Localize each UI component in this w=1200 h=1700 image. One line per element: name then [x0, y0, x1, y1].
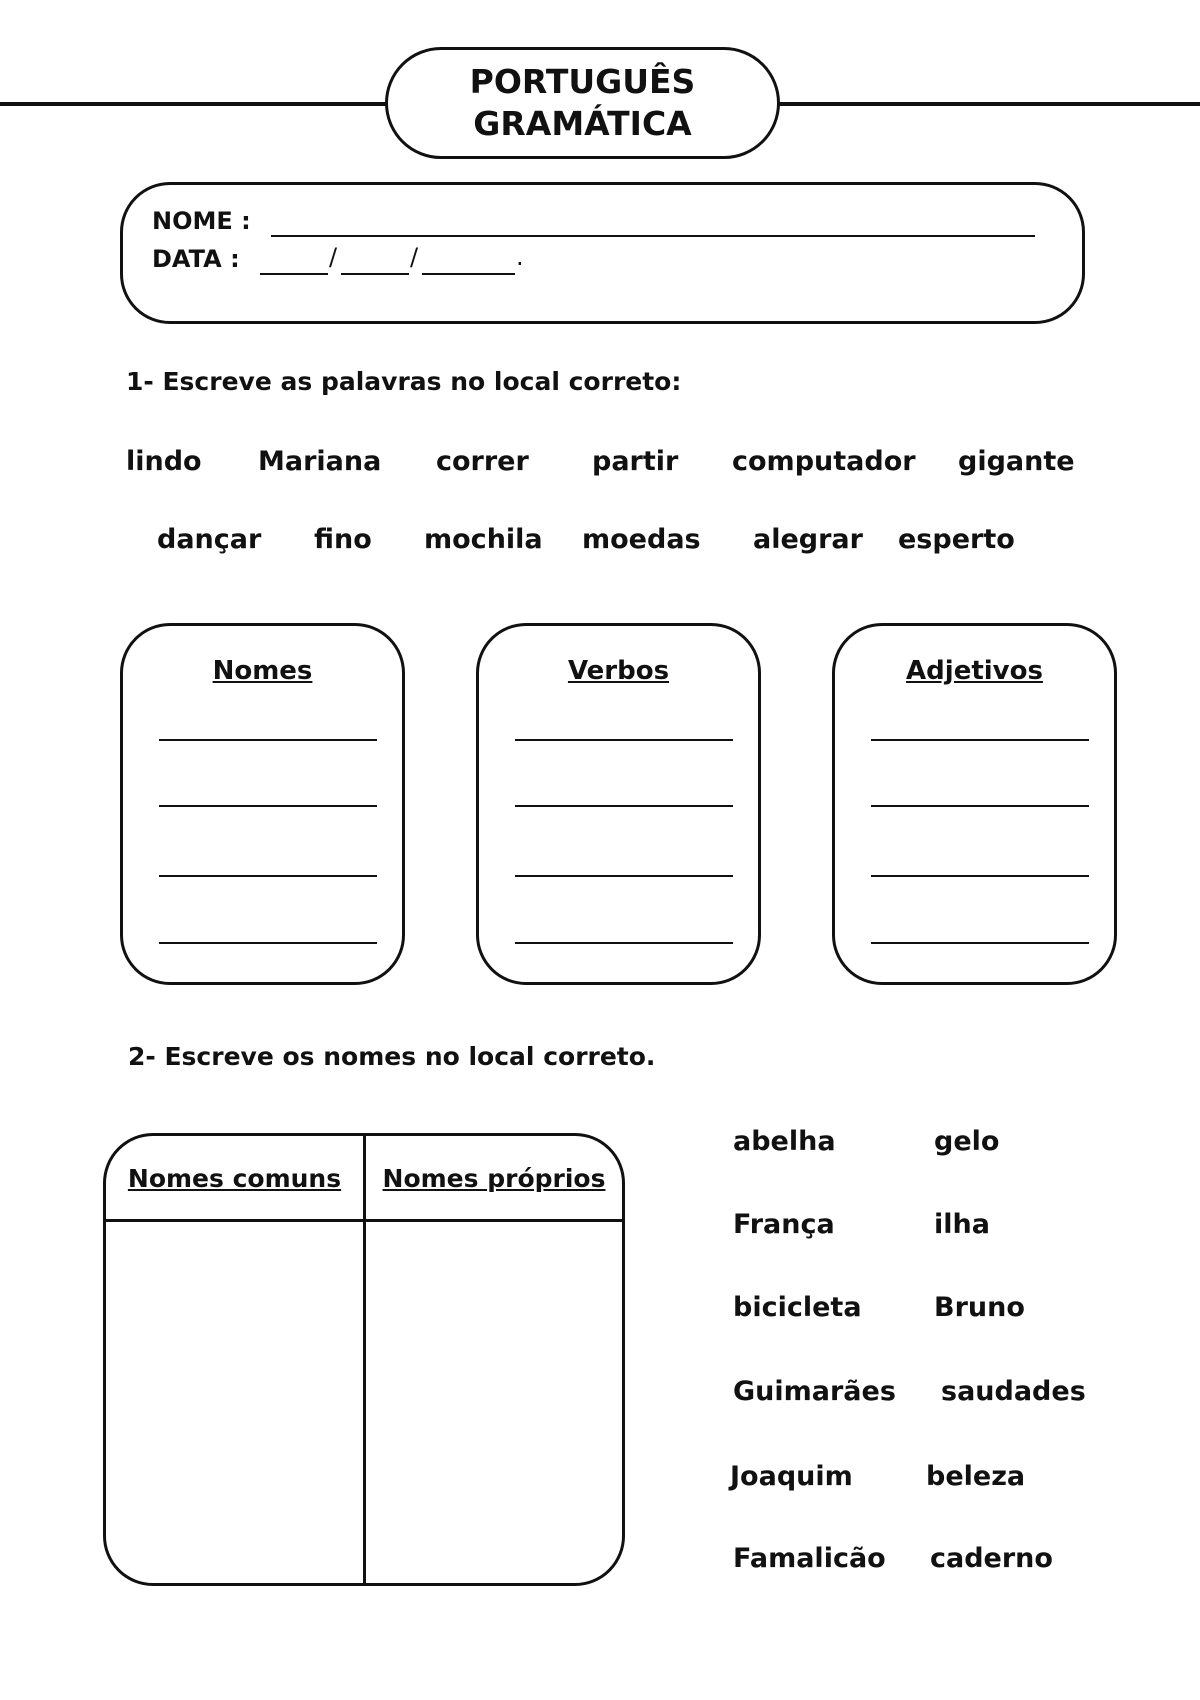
category-box-verbos [476, 623, 761, 985]
word-item: Bruno [934, 1292, 1025, 1323]
answer-line[interactable] [871, 875, 1089, 877]
word-item: gigante [958, 446, 1075, 477]
date-separator: / [410, 243, 419, 271]
title-topic: GRAMÁTICA [473, 104, 692, 143]
answer-line[interactable] [515, 875, 733, 877]
word-item: ilha [934, 1209, 990, 1240]
title-subject: PORTUGUÊS [469, 62, 696, 101]
title-rule-right [775, 102, 1200, 106]
word-item: Famalicão [733, 1543, 886, 1574]
category-title: Nomes [212, 656, 313, 686]
answer-line[interactable] [515, 942, 733, 944]
category-title: Verbos [567, 656, 670, 686]
answer-line[interactable] [871, 942, 1089, 944]
date-end: . [516, 243, 524, 271]
word-item: Guimarães [733, 1376, 896, 1407]
word-item: alegrar [753, 524, 863, 555]
answer-line[interactable] [871, 739, 1089, 741]
answer-line[interactable] [159, 739, 377, 741]
word-item: lindo [126, 446, 202, 477]
date-year-field[interactable] [422, 273, 515, 275]
exercise2-instruction: 2- Escreve os nomes no local correto. [128, 1042, 656, 1071]
word-item: computador [732, 446, 916, 477]
category-box-nomes [120, 623, 405, 985]
student-info-box [120, 182, 1085, 324]
word-item: beleza [926, 1461, 1026, 1492]
word-item: gelo [934, 1126, 1000, 1157]
word-item: bicicleta [733, 1292, 862, 1323]
classification-table [103, 1133, 625, 1586]
date-label: DATA : [152, 245, 240, 273]
word-item: Joaquim [730, 1461, 853, 1492]
table-column-divider [363, 1136, 366, 1583]
answer-line[interactable] [871, 805, 1089, 807]
name-label: NOME : [152, 207, 251, 235]
answer-line[interactable] [515, 739, 733, 741]
name-field[interactable] [271, 235, 1035, 237]
date-day-field[interactable] [260, 273, 328, 275]
worksheet-title [385, 47, 780, 159]
exercise1-instruction: 1- Escreve as palavras no local correto: [126, 367, 682, 396]
table-header-proper: Nomes próprios [382, 1164, 606, 1193]
category-box-adjetivos [832, 623, 1117, 985]
word-item: esperto [898, 524, 1015, 555]
word-item: caderno [930, 1543, 1053, 1574]
word-item: correr [436, 446, 529, 477]
word-item: mochila [424, 524, 543, 555]
date-separator: / [329, 243, 338, 271]
date-month-field[interactable] [341, 273, 409, 275]
title-rule-left [0, 102, 390, 106]
word-item: partir [592, 446, 679, 477]
answer-line[interactable] [159, 875, 377, 877]
word-item: abelha [733, 1126, 836, 1157]
word-item: França [733, 1209, 835, 1240]
answer-line[interactable] [515, 805, 733, 807]
table-header-common: Nomes comuns [127, 1164, 342, 1193]
answer-line[interactable] [159, 942, 377, 944]
answer-line[interactable] [159, 805, 377, 807]
category-title: Adjetivos [906, 656, 1043, 686]
word-item: dançar [157, 524, 262, 555]
word-item: Mariana [258, 446, 382, 477]
word-item: fino [314, 524, 372, 555]
word-item: saudades [941, 1376, 1086, 1407]
word-item: moedas [582, 524, 701, 555]
